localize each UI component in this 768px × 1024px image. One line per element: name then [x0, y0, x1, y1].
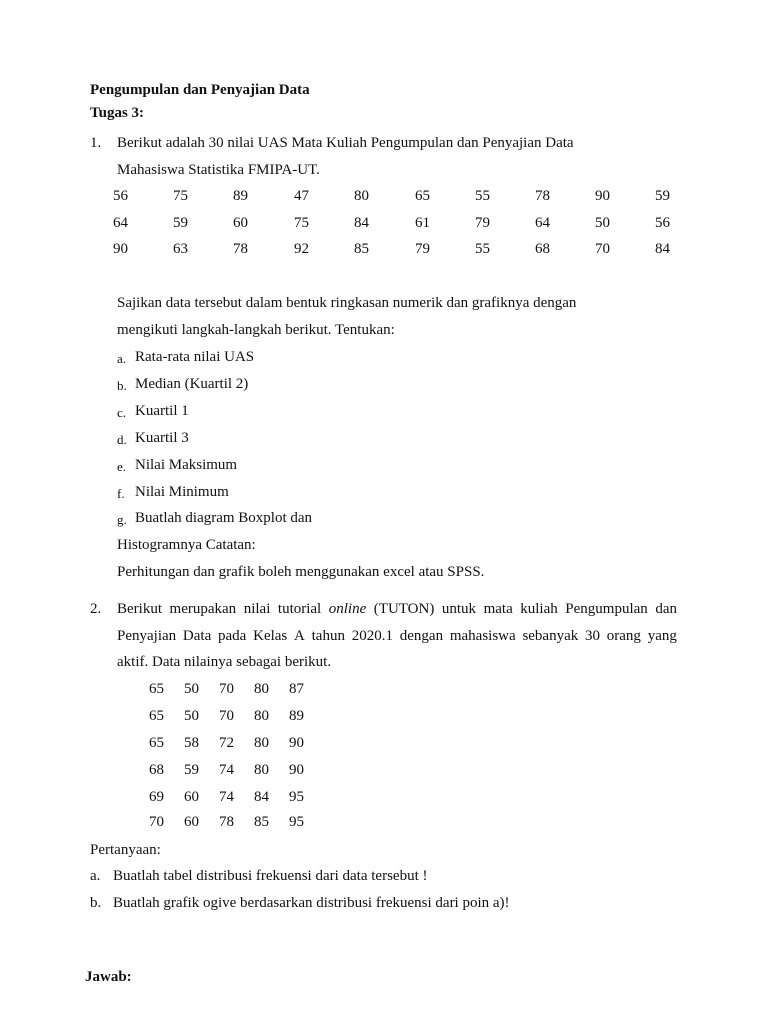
q2-data-cell: 58	[184, 735, 199, 751]
q1-data-cell: 90	[113, 241, 128, 257]
q1-data-cell: 65	[415, 188, 430, 204]
q1-item-text: Nilai Maksimum	[135, 457, 238, 473]
q2-data-cell: 60	[184, 814, 199, 830]
q1-data-cell: 60	[233, 215, 248, 231]
q1-data-cell: 64	[535, 215, 550, 231]
q2-data-cell: 50	[184, 681, 199, 697]
q1-item-text: Kuartil 3	[135, 430, 189, 446]
q2-data-cell: 69	[149, 789, 164, 805]
q2-word: dan	[655, 601, 677, 617]
q1-data-cell: 47	[294, 188, 309, 204]
q1-data-cell: 90	[595, 188, 610, 204]
q1-data-cell: 55	[475, 241, 490, 257]
q1-data-cell: 79	[475, 215, 490, 231]
q1-item-text: Median (Kuartil 2)	[135, 376, 249, 392]
q2-word: merupakan	[169, 601, 237, 617]
question-text: Buatlah tabel distribusi frekuensi dari data tersebut !	[113, 868, 428, 884]
q2-data-cell: 50	[184, 708, 199, 724]
q2-data-cell: 87	[289, 681, 304, 697]
q2-word: kuliah	[520, 601, 558, 617]
q2-data-cell: 70	[149, 814, 164, 830]
q2-word: Berikut	[117, 601, 162, 617]
q2-data-cell: 80	[254, 708, 269, 724]
q2-data-cell: 68	[149, 762, 164, 778]
answer-label: Jawab:	[85, 969, 132, 985]
q2-word: tutorial	[277, 601, 322, 617]
q1-item-marker: f.	[117, 486, 125, 501]
q1-item-marker: g.	[117, 512, 127, 527]
q2-data-cell: 65	[149, 735, 164, 751]
q1-instruction-line1: Sajikan data tersebut dalam bentuk ringkasan numerik dan grafiknya dengan	[117, 295, 577, 311]
q2-word: Pengumpulan	[565, 601, 648, 617]
q2-data-cell: 89	[289, 708, 304, 724]
q2-word: 2020.1	[351, 628, 393, 644]
q1-data-cell: 59	[655, 188, 670, 204]
q2-data-cell: 85	[254, 814, 269, 830]
q1-item-marker: a.	[117, 351, 127, 366]
q2-line2	[117, 628, 677, 645]
q2-data-cell: 80	[254, 735, 269, 751]
q1-instruction-line2: mengikuti langkah-langkah berikut. Tentukan:	[117, 322, 395, 338]
q2-data-cell: 84	[254, 789, 269, 805]
q1-data-cell: 85	[354, 241, 369, 257]
q2-data-cell: 74	[219, 789, 234, 805]
q2-word: nilai	[243, 601, 271, 617]
q2-word: sebanyak	[522, 628, 579, 644]
q1-item-marker: b.	[117, 378, 127, 393]
q2-word: Kelas	[253, 628, 288, 644]
q1-data-cell: 75	[173, 188, 188, 204]
q2-word: yang	[647, 628, 677, 644]
q2-line3: aktif. Data nilainya sebagai berikut.	[117, 654, 332, 670]
q1-data-cell: 70	[595, 241, 610, 257]
q2-data-cell: 80	[254, 762, 269, 778]
q2-word: (TUTON)	[373, 601, 435, 617]
q2-word: online	[328, 601, 367, 617]
q2-data-cell: 60	[184, 789, 199, 805]
q2-data-cell: 78	[219, 814, 234, 830]
q1-item-text: Kuartil 1	[135, 403, 189, 419]
q1-item-text: Buatlah diagram Boxplot dan	[135, 510, 313, 526]
q2-data-cell: 72	[219, 735, 234, 751]
q2-data-cell: 90	[289, 762, 304, 778]
q2-word: Data	[182, 628, 212, 644]
q1-continuation: Histogramnya Catatan:	[117, 537, 256, 553]
q1-data-cell: 61	[415, 215, 430, 231]
q1-data-cell: 80	[354, 188, 369, 204]
q2-data-cell: 70	[219, 681, 234, 697]
q2-word: orang	[606, 628, 641, 644]
q2-data-cell: 65	[149, 708, 164, 724]
q1-data-cell: 84	[655, 241, 670, 257]
q1-data-cell: 68	[535, 241, 550, 257]
q2-word: tahun	[311, 628, 345, 644]
q1-data-cell: 75	[294, 215, 309, 231]
q1-data-cell: 78	[233, 241, 248, 257]
q1-item-marker: c.	[117, 405, 127, 420]
q2-data-cell: 59	[184, 762, 199, 778]
q1-note: Perhitungan dan grafik boleh menggunakan excel atau SPSS.	[117, 564, 485, 580]
q1-data-cell: 56	[655, 215, 670, 231]
q1-item-marker: e.	[117, 459, 127, 474]
q1-data-cell: 64	[113, 215, 128, 231]
q1-data-cell: 50	[595, 215, 610, 231]
q1-data-cell: 89	[233, 188, 248, 204]
q2-word: untuk	[441, 601, 477, 617]
q2-word: pada	[218, 628, 247, 644]
q1-data-cell: 92	[294, 241, 309, 257]
question-text: Buatlah grafik ogive berdasarkan distribusi frekuensi dari poin a)!	[113, 895, 510, 911]
q2-data-cell: 95	[289, 789, 304, 805]
q2-word: 30	[585, 628, 601, 644]
q1-item-marker: d.	[117, 432, 127, 447]
q2-word: dengan	[399, 628, 444, 644]
q2-data-cell: 74	[219, 762, 234, 778]
q1-data-cell: 56	[113, 188, 128, 204]
q1-data-cell: 55	[475, 188, 490, 204]
question-marker: a.	[90, 868, 101, 884]
q2-data-cell: 65	[149, 681, 164, 697]
q2-line1	[117, 601, 677, 618]
q1-item-text: Rata-rata nilai UAS	[135, 349, 255, 365]
q2-word: A	[294, 628, 305, 644]
q2-data-cell: 95	[289, 814, 304, 830]
q2-word: mata	[483, 601, 513, 617]
q1-data-cell: 78	[535, 188, 550, 204]
q1-data-cell: 63	[173, 241, 188, 257]
question-marker: b.	[90, 895, 102, 911]
questions-label: Pertanyaan:	[90, 842, 161, 858]
q1-item-text: Nilai Minimum	[135, 484, 229, 500]
q2-number: 2.	[90, 601, 102, 617]
q1-data-cell: 79	[415, 241, 430, 257]
q2-word: Penyajian	[117, 628, 177, 644]
q2-word: mahasiswa	[449, 628, 516, 644]
q1-intro-line1: Berikut adalah 30 nilai UAS Mata Kuliah Pengumpulan dan Penyajian Data	[117, 135, 574, 151]
q2-data-cell: 90	[289, 735, 304, 751]
q1-number: 1.	[90, 135, 102, 151]
q1-data-cell: 59	[173, 215, 188, 231]
q1-intro-line2: Mahasiswa Statistika FMIPA-UT.	[117, 162, 320, 178]
task-label: Tugas 3:	[90, 105, 145, 121]
q2-data-cell: 80	[254, 681, 269, 697]
q1-data-cell: 84	[354, 215, 369, 231]
document-title: Pengumpulan dan Penyajian Data	[90, 82, 310, 98]
q2-data-cell: 70	[219, 708, 234, 724]
